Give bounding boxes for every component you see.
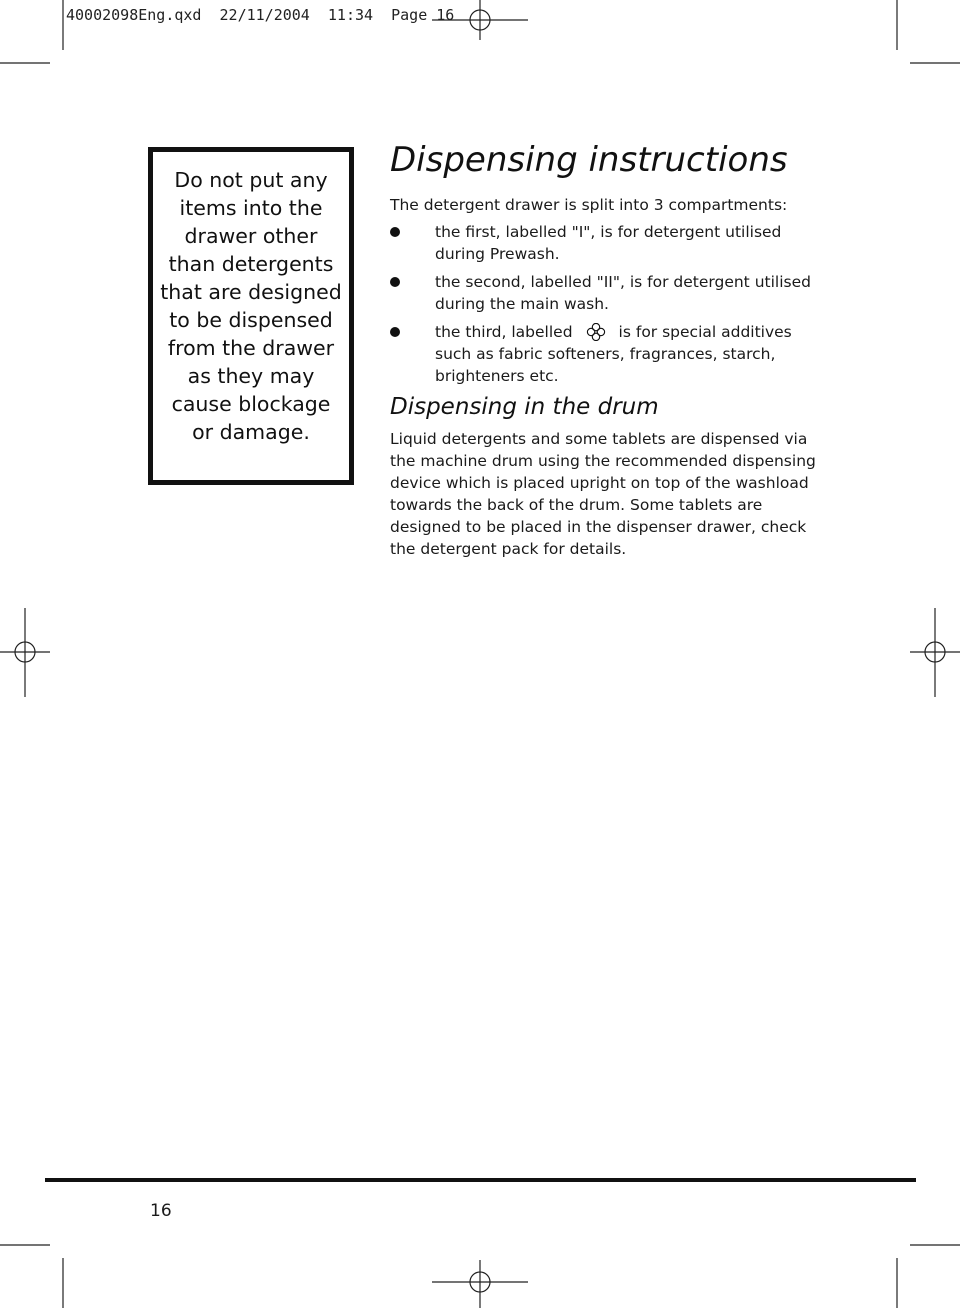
bullet-icon <box>390 277 400 287</box>
slug-filename: 40002098Eng.qxd <box>66 6 202 24</box>
bullet-icon <box>390 227 400 237</box>
list-item <box>390 221 830 265</box>
compartment-list <box>390 221 830 393</box>
list-item <box>390 271 830 315</box>
flower-icon <box>581 323 611 341</box>
list-item-text: the first, labelled "I", is for detergent utilised during Prewash. <box>435 223 782 263</box>
page-number: 16 <box>150 1201 172 1221</box>
list-item <box>390 321 830 387</box>
slug-date: 22/11/2004 <box>219 6 310 24</box>
section-intro: The detergent drawer is split into 3 compartments: <box>390 196 788 214</box>
slug-time: 11:34 <box>327 6 374 24</box>
drum-title: Dispensing in the drum <box>390 394 659 420</box>
drum-paragraph: Liquid detergents and some tablets are dispensed via the machine drum using the recommended dispensing device which is placed upright on top of the washload towards the back of the drum. Some tablets are designed to be placed in the dispenser drawer, check the detergent pack for details. <box>390 430 816 558</box>
list-item-text: the second, labelled "II", is for detergent utilised during the main wash. <box>435 273 811 313</box>
warning-text: Do not put any items into the drawer other than detergents that are designed to be dispensed from the drawer as they may cause blockage or damage. <box>160 168 342 444</box>
slug-page: Page 16 <box>391 6 455 24</box>
list-item-text-after: is for special additives such as fabric softeners, fragrances, starch, brighteners etc. <box>435 323 792 385</box>
list-item-text-before: the third, labelled <box>435 323 573 341</box>
bullet-icon <box>390 327 400 337</box>
section-title: Dispensing instructions <box>390 140 788 180</box>
warning-box <box>148 147 354 485</box>
footer-rule <box>45 1178 916 1182</box>
